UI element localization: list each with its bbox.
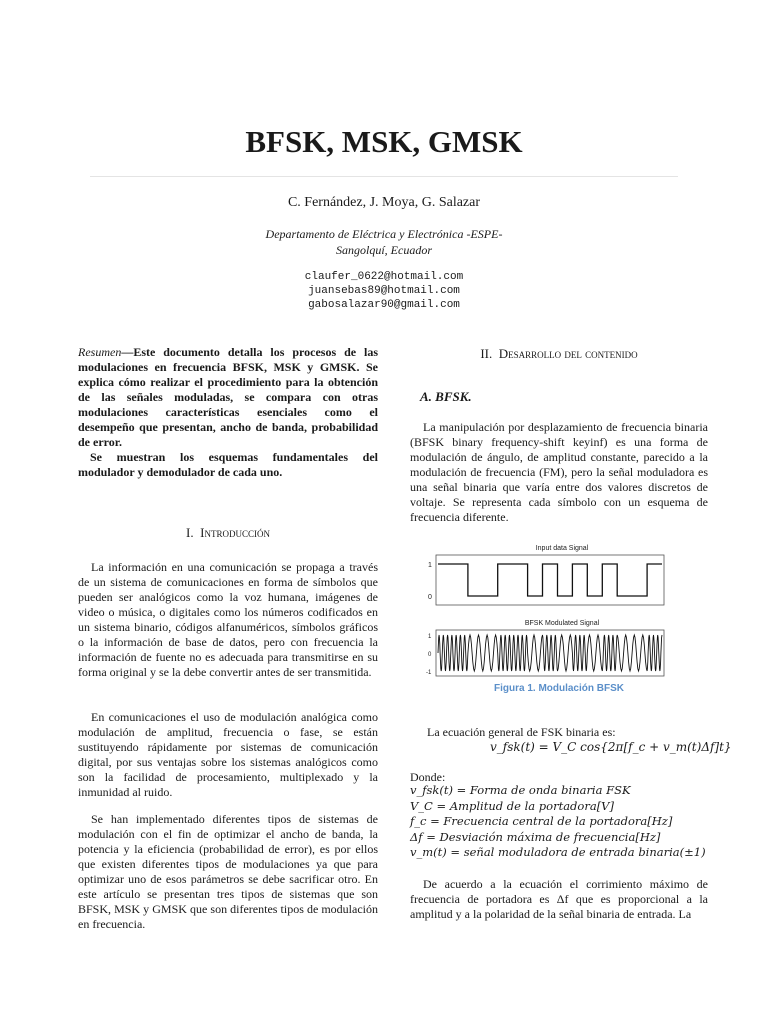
def-text: señal moduladora de entrada binaria(±1) — [463, 845, 706, 859]
section-number: I. — [186, 525, 194, 540]
top-tick-1: 1 — [428, 562, 432, 569]
definition-item: v_m(t) = señal moduladora de entrada binaria(±1) — [410, 845, 706, 859]
definition-item: V_C = Amplitud de la portadora[V] — [410, 798, 614, 813]
bfsk-paragraph-1: La manipulación por desplazamiento de frecuencia binaria (BFSK binary frequency-shift keyinf) es una forma de modulación de ángulo, de amplitud constante, parecido a la modulación de frecuencia (FM), pero la señal moduladora es una señal binaria que varía entre dos valores discretos de voltaje. Se representa cada símbolo con un esquema de frecuencia diferente. — [410, 420, 708, 524]
figure-top-title: Input data Signal — [535, 545, 589, 552]
affiliation — [0, 226, 768, 258]
def-text: Desviación máxima de frecuencia[Hz] — [439, 829, 661, 844]
def-symbol: V_C — [410, 798, 433, 813]
def-symbol: f_c — [410, 814, 427, 828]
section-title: Introducción — [200, 525, 270, 540]
input-data-signal — [438, 564, 662, 596]
email: juansebas89@hotmail.com — [308, 285, 460, 297]
bottom-tick-0: 0 — [428, 652, 432, 658]
def-symbol: Δf — [410, 829, 423, 844]
top-plot-frame — [436, 555, 664, 605]
bottom-tick-minus1: -1 — [426, 670, 432, 676]
bottom-tick-1: 1 — [428, 634, 432, 640]
email: claufer_0622@hotmail.com — [304, 271, 464, 283]
figure-caption: Figura 1. Modulación BFSK — [493, 683, 624, 694]
intro-paragraph-2: En comunicaciones el uso de modulación analógica como modulación de amplitud, frecuencia o fase, se están sustituyendo rápidamente por sistemas de comunicación digital, por sus ventajas sobre los sistemas analógicos como son la facilidad de procesamiento, multiplexado y la inmunidad al ruido. — [78, 710, 378, 799]
email: gabosalazar90@gmail.com — [308, 299, 460, 311]
def-text: Forma de onda binaria FSK — [469, 783, 631, 797]
def-text: Frecuencia central de la portadora[Hz] — [443, 814, 673, 828]
section-heading-introduccion — [78, 524, 378, 541]
abstract-label: Resumen — [78, 345, 122, 359]
title-divider — [90, 176, 678, 177]
section-number: II. — [480, 346, 493, 361]
affiliation-line: Sangolquí, Ecuador — [336, 243, 432, 257]
author-emails — [0, 270, 768, 312]
bfsk-paragraph-2: De acuerdo a la ecuación el corrimiento máximo de frecuencia de portadora es Δf que es proporcional a la amplitud y a la polaridad de la señal binaria de entrada. La — [410, 877, 708, 921]
def-symbol: v_fsk(t) — [410, 783, 453, 797]
eq-intro: La ecuación general de FSK binaria es: — [427, 725, 616, 739]
fsk-equation — [490, 740, 732, 755]
paper-title: BFSK, MSK, GMSK — [245, 124, 523, 159]
definition-item: v_fsk(t) = Forma de onda binaria FSK — [410, 783, 631, 797]
definition-list — [410, 783, 706, 861]
fsk-equation-text: v_fsk(t) = V_C cos{2π[f_c + v_m(t)Δf]t} — [490, 740, 732, 754]
abstract-text: —Este documento detalla los procesos de las modulaciones en frecuencia BFSK, MSK y GMSK. Se explica cómo realizar el procedimiento para la obtención de las señales moduladas, se compara con otras modulaciones características esenciales como el desempeño que presentan, ancho de banda, probabilidad de error. — [78, 345, 378, 449]
section-heading-desarrollo — [410, 345, 708, 362]
bfsk-modulated-signal — [438, 635, 662, 671]
intro-paragraph-3: Se han implementado diferentes tipos de sistemas de modulación con el fin de optimizar el ancho de banda, la potencia y la eficiencia (probabilidad de error), es por ellos que existen diferentes tipos de modulaciones ya que para optimizar uno de esos parámetros se debe sacrificar otro. En este artículo se presentan tres tipos de sistemas que son BFSK, MSK y GMSK que son diferentes tipos de modulación en frecuencia. — [78, 812, 378, 931]
def-symbol: v_m(t) — [410, 845, 447, 859]
def-text: Amplitud de la portadora[V] — [449, 798, 614, 813]
affiliation-line: Departamento de Eléctrica y Electrónica -ESPE- — [265, 227, 503, 241]
abstract-text-2: Se muestran los esquemas fundamentales del modulador y demodulador de cada uno. — [78, 450, 378, 479]
abstract — [78, 345, 378, 480]
section-title: Desarrollo del contenido — [498, 346, 638, 361]
subsection-heading-bfsk: A. BFSK. — [420, 389, 472, 404]
top-tick-0: 0 — [428, 594, 432, 601]
bfsk-figure — [420, 542, 672, 678]
definition-item: f_c = Frecuencia central de la portadora[Hz] — [410, 814, 673, 828]
figure-bottom-title: BFSK Modulated Signal — [524, 620, 600, 627]
intro-paragraph-1: La información en una comunicación se propaga a través de un sistema de comunicaciones en forma de símbolos que pueden ser analógicos como la voz humana, imágenes de video o música, o digitales como los números codificados en un sistema binario, códigos alfanuméricos, símbolos gráficos o la información de base de datos, pero con frecuencia la información de fuente no es adecuada para transmitirse en su forma original y se la debe convertir antes de ser transmitida. — [78, 560, 378, 679]
authors: C. Fernández, J. Moya, G. Salazar — [287, 195, 481, 210]
donde-label: Donde: — [410, 770, 446, 784]
definition-item: Δf = Desviación máxima de frecuencia[Hz] — [410, 829, 661, 844]
